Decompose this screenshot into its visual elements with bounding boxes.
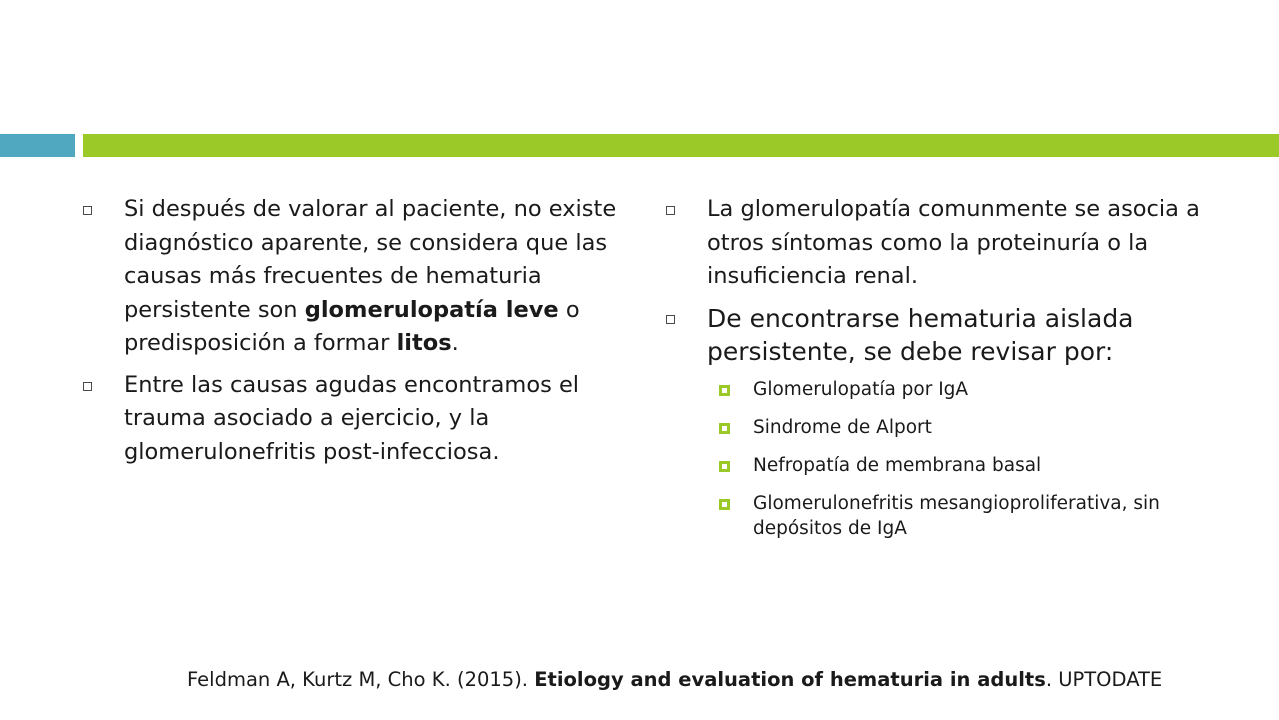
reference-authors: Feldman A, Kurtz M, Cho K. (2015). [187,668,535,691]
left-bullet-1-text-c: . [451,330,459,356]
reference-citation [187,668,1162,691]
green-square-bullet-icon [719,499,730,510]
left-bullet-1-bold-b: litos [396,330,452,356]
hollow-square-bullet-icon [666,315,675,324]
right-bullet-2-text: De encontrarse hematuria aislada persistente, se debe revisar por: [707,303,1134,366]
sub-item-text: Glomerulonefritis mesangioproliferativa, sin depósitos de IgA [753,492,1160,539]
left-bullet-1-text-b: o predisposición a formar [124,296,580,356]
left-bullet-1-bold-a: glomerulopatía leve [304,296,559,323]
reference-title: Etiology and evaluation of hematuria in adults [534,668,1046,691]
green-square-bullet-icon [719,461,730,472]
left-column [80,193,625,477]
right-bullet-1 [663,193,1223,294]
left-bullet-1 [80,193,625,361]
right-bullet-2 [663,302,1223,369]
reference-source: . UPTODATE [1045,668,1163,691]
green-square-bullet-icon [719,385,730,396]
right-column [663,193,1223,554]
sub-item-text: Glomerulopatía por IgA [753,378,969,400]
right-bullet-1-text: La glomerulopatía comunmente se asocia a otros síntomas como la proteinuría o la insuficiencia renal. [707,196,1200,289]
sub-item [663,377,1223,402]
left-bullet-2-text: Entre las causas agudas encontramos el trauma asociado a ejercicio, y la glomerulonefritis post-infecciosa. [124,371,580,465]
accent-bar-green [83,134,1279,157]
sub-item-text: Nefropatía de membrana basal [753,454,1042,476]
sub-item [663,415,1223,440]
sub-item [663,453,1223,478]
hollow-square-bullet-icon [83,382,92,391]
left-bullet-2 [80,369,625,470]
hollow-square-bullet-icon [83,206,92,215]
accent-bar-blue [0,134,75,157]
green-square-bullet-icon [719,423,730,434]
sub-list [663,377,1223,541]
hollow-square-bullet-icon [666,206,675,215]
sub-item-text: Sindrome de Alport [753,416,932,438]
sub-item [663,491,1223,541]
left-bullet-1-text-a: Si después de valorar al paciente, no existe diagnóstico aparente, se considera que las causas más frecuentes de hematuria persistente son [124,196,617,323]
